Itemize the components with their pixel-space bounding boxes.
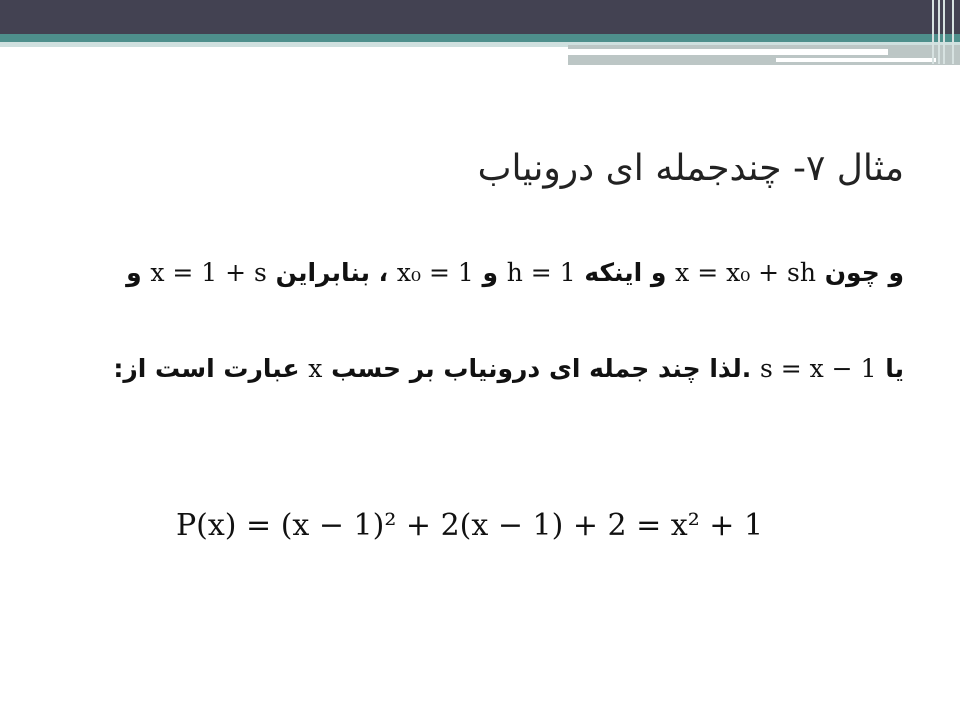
- equation-x-x0-sh: x = x₀ + sh: [675, 258, 816, 287]
- text-and-end: و: [126, 258, 142, 287]
- body-line-1: [126, 258, 904, 287]
- text-is-as-follows: عبارت است از:: [113, 354, 300, 383]
- equation-s: s = x − 1: [759, 354, 877, 383]
- body-line-2: [113, 354, 904, 383]
- equation-x0: x₀ = 1: [396, 258, 474, 287]
- text-or: یا: [885, 354, 904, 383]
- header-grey-stripe: [568, 45, 960, 65]
- polynomial-formula: P(x) = (x − 1)² + 2(x − 1) + 2 = x² + 1: [176, 508, 764, 543]
- header-vertical-stripes: [930, 0, 960, 64]
- text-and-that: و اینکه: [584, 258, 667, 287]
- variable-x: x: [308, 354, 323, 383]
- header-white-line-short: [776, 58, 936, 62]
- equation-h: h = 1: [506, 258, 576, 287]
- text-and: و: [482, 258, 499, 287]
- text-start: و چون: [824, 258, 904, 287]
- header-bar: [0, 0, 960, 34]
- text-interpolating-poly: .لذا چند جمله ای درونیاب بر حسب: [331, 354, 752, 383]
- header-accent-band: [0, 34, 960, 42]
- text-therefore: ، بنابراین: [275, 258, 389, 287]
- equation-x-1-s: x = 1 + s: [150, 258, 267, 287]
- slide-title: مثال ۷- چندجمله ای درونیاب: [477, 148, 904, 189]
- header-white-line: [568, 49, 888, 55]
